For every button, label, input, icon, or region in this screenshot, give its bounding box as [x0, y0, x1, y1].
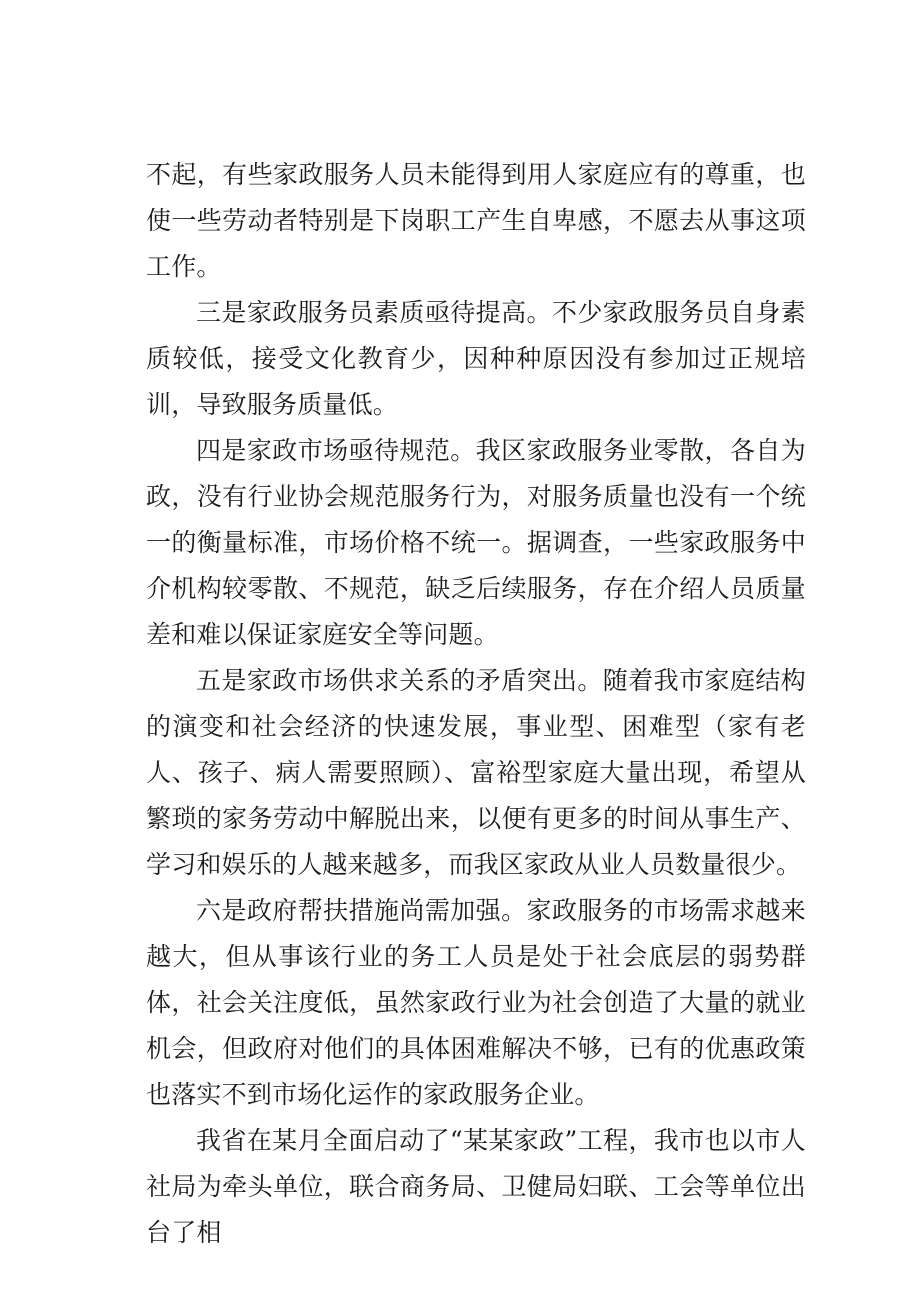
paragraph-point-four: 四是家政市场亟待规范。我区家政服务业零散，各自为政，没有行业协会规范服务行为，对服务质量也没有一个统一的衡量标准，市场价格不统一。据调查，一些家政服务中介机构较零散、不规范，缺乏后续服务，存在介绍人员质量差和难以保证家庭安全等问题。	[146, 436, 806, 649]
document-body	[146, 152, 806, 1256]
paragraph-continuation: 不起，有些家政服务人员未能得到用人家庭应有的尊重，也使一些劳动者特别是下岗职工产生自卑感，不愿去从事这项工作。	[146, 160, 806, 281]
paragraph-point-five: 五是家政市场供求关系的矛盾突出。随着我市家庭结构的演变和社会经济的快速发展，事业型、困难型（家有老人、孩子、病人需要照顾）、富裕型家庭大量出现，希望从繁琐的家务劳动中解脱出来，以便有更多的时间从事生产、学习和娱乐的人越来越多，而我区家政从业人员数量很少。	[146, 666, 806, 879]
paragraph-point-six: 六是政府帮扶措施尚需加强。家政服务的市场需求越来越大，但从事该行业的务工人员是处于社会底层的弱势群体，社会关注度低，虽然家政行业为社会创造了大量的就业机会，但政府对他们的具体困难解决不够，已有的优惠政策也落实不到市场化运作的家政服务企业。	[146, 896, 806, 1109]
paragraph-provincial-initiative: 我省在某月全面启动了“某某家政”工程，我市也以市人社局为牵头单位，联合商务局、卫健局妇联、工会等单位出台了相	[146, 1126, 806, 1247]
paragraph-point-three: 三是家政服务员素质亟待提高。不少家政服务员自身素质较低，接受文化教育少，因种种原因没有参加过正规培训，导致服务质量低。	[146, 298, 806, 419]
